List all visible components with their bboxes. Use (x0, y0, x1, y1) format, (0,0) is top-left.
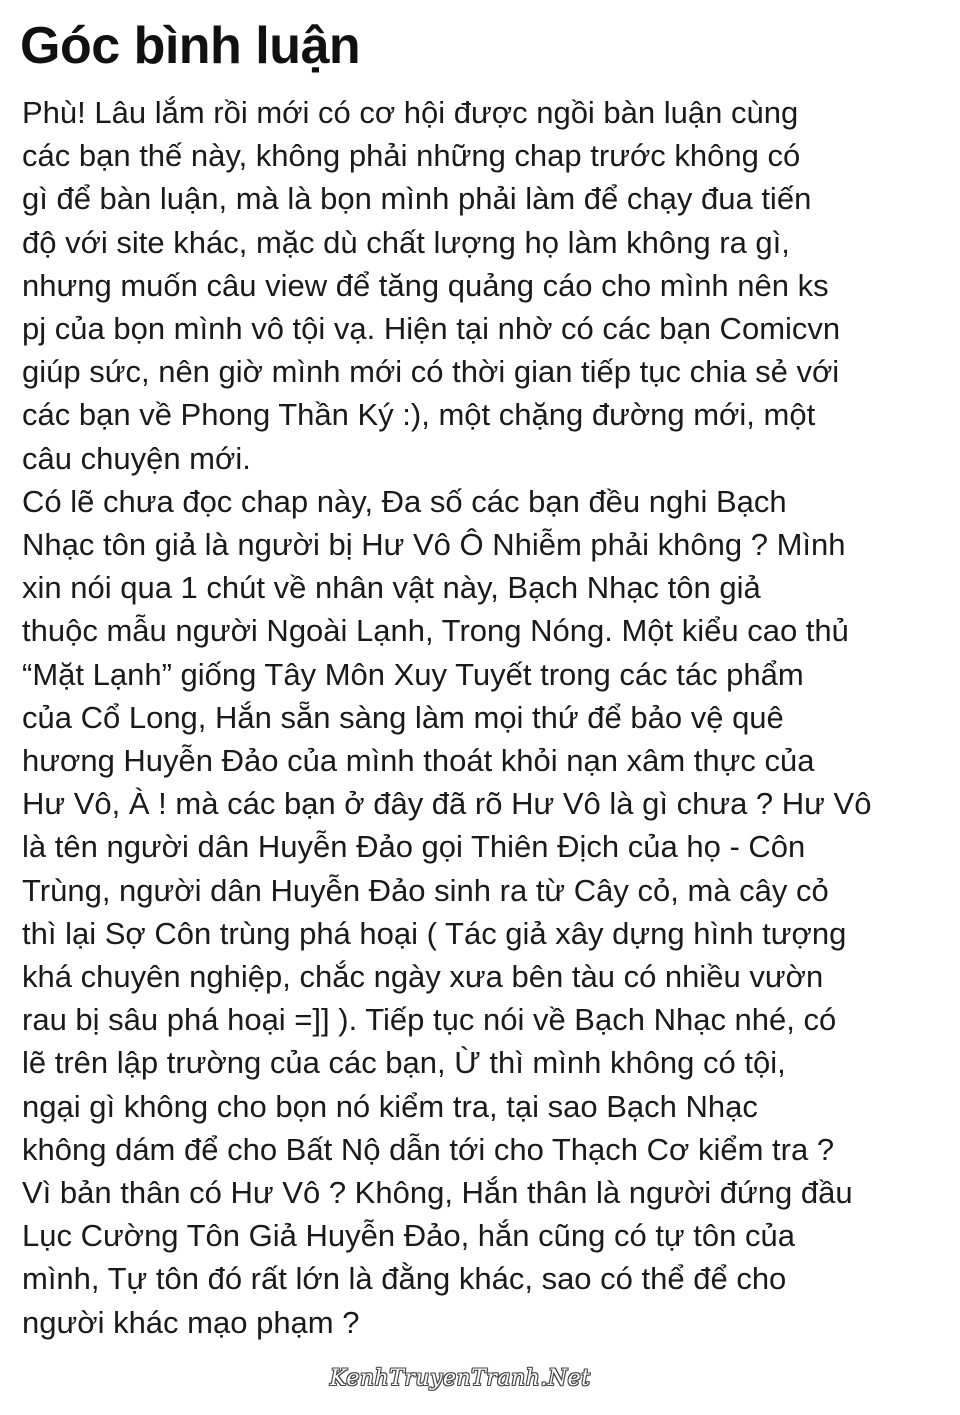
text-line: giúp sức, nên giờ mình mới có thời gian tiếp tục chia sẻ với (22, 354, 840, 390)
text-line: Vì bản thân có Hư Vô ? Không, Hắn thân là người đứng đầu (22, 1175, 853, 1211)
text-line: Có lẽ chưa đọc chap này, Đa số các bạn đều nghi Bạch (22, 483, 787, 519)
text-line: Hư Vô, À ! mà các bạn ở đây đã rõ Hư Vô là gì chưa ? Hư Vô (22, 786, 872, 822)
text-line: gì để bàn luận, mà là bọn mình phải làm để chạy đua tiến (22, 181, 812, 217)
text-line: độ với site khác, mặc dù chất lượng họ làm không ra gì, (22, 224, 790, 260)
text-line: thuộc mẫu người Ngoài Lạnh, Trong Nóng. Một kiểu cao thủ (22, 613, 849, 649)
comment-body (22, 91, 952, 1344)
page-title: Góc bình luận (20, 17, 361, 75)
text-line: ngại gì không cho bọn nó kiểm tra, tại sao Bạch Nhạc (22, 1088, 758, 1124)
text-line: là tên người dân Huyễn Đảo gọi Thiên Địch của họ - Côn (22, 829, 806, 865)
text-line: không dám để cho Bất Nộ dẫn tới cho Thạch Cơ kiểm tra ? (22, 1131, 835, 1167)
text-line: mình, Tự tôn đó rất lớn là đằng khác, sao có thể để cho (22, 1261, 787, 1297)
site-watermark: KenhTruyenTranh.Net (330, 1366, 591, 1391)
text-line: Lục Cường Tôn Giả Huyễn Đảo, hắn cũng có tự tôn của (22, 1218, 795, 1254)
text-line: câu chuyện mới. (22, 440, 251, 476)
text-line: Trùng, người dân Huyễn Đảo sinh ra từ Cây cỏ, mà cây cỏ (22, 872, 829, 908)
text-line: rau bị sâu phá hoại =]] ). Tiếp tục nói về Bạch Nhạc nhé, có (22, 1002, 837, 1038)
text-line: của Cổ Long, Hắn sẵn sàng làm mọi thứ để bảo vệ quê (22, 699, 784, 735)
text-line: các bạn thế này, không phải những chap trước không có (22, 138, 801, 174)
text-line: thì lại Sợ Côn trùng phá hoại ( Tác giả xây dựng hình tượng (22, 915, 847, 951)
text-line: nhưng muốn câu view để tăng quảng cáo cho mình nên ks (22, 267, 829, 303)
text-line: pj của bọn mình vô tội vạ. Hiện tại nhờ có các bạn Comicvn (22, 311, 841, 347)
text-line: xin nói qua 1 chút về nhân vật này, Bạch Nhạc tôn giả (22, 570, 761, 606)
text-line: Phù! Lâu lắm rồi mới có cơ hội được ngồi bàn luận cùng (22, 95, 799, 130)
text-line: lẽ trên lập trường của các bạn, Ừ thì mình không có tội, (22, 1045, 786, 1081)
text-line: khá chuyên nghiệp, chắc ngày xưa bên tàu có nhiều vườn (22, 959, 824, 995)
text-line: hương Huyễn Đảo của mình thoát khỏi nạn xâm thực của (22, 743, 815, 779)
text-line: Nhạc tôn giả là người bị Hư Vô Ô Nhiễm phải không ? Mình (22, 527, 846, 563)
text-line: người khác mạo phạm ? (22, 1304, 360, 1340)
text-line: “Mặt Lạnh” giống Tây Môn Xuy Tuyết trong các tác phẩm (22, 656, 804, 692)
text-line: các bạn về Phong Thần Ký :), một chặng đường mới, một (22, 397, 816, 433)
